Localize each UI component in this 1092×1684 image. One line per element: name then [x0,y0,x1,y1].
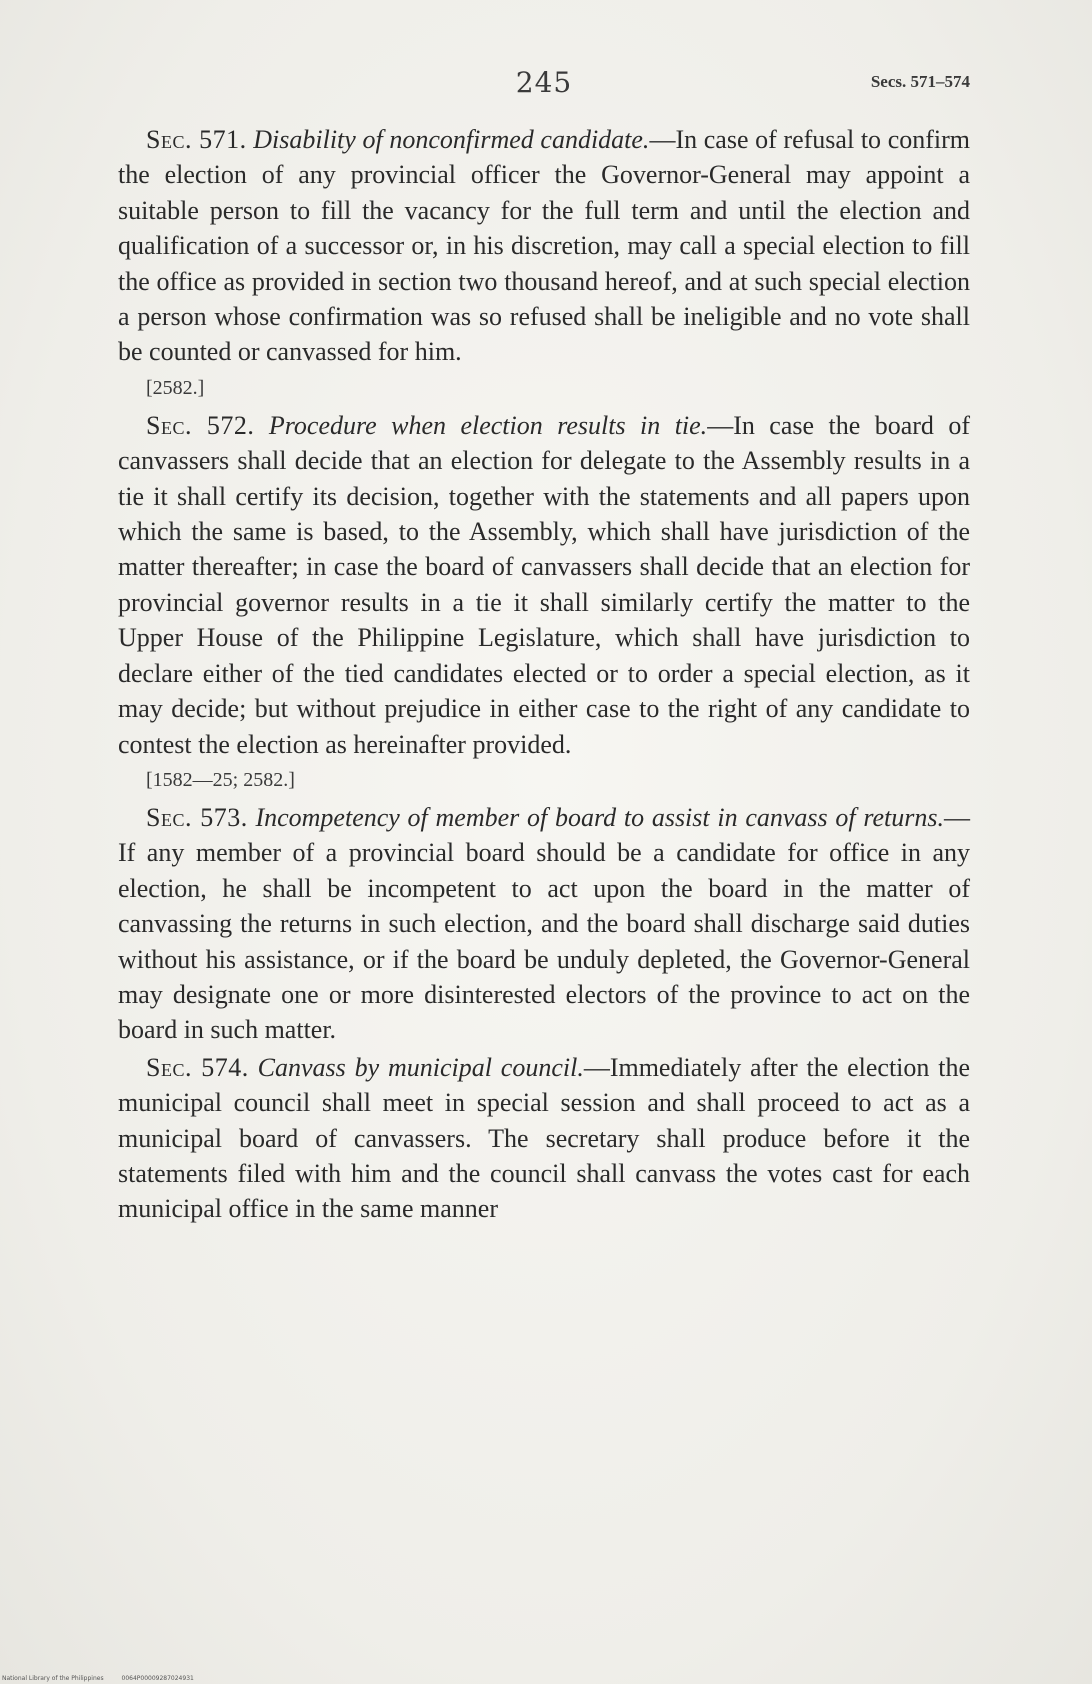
citation: [2582.] [146,376,205,399]
section-text: —In case of refusal to confirm the election of any provincial officer the Governor-General may appoint a suitable person to fill the vacancy for the full term and until the election and qualification of a successor or, in his discretion, may call a special election to fill the office as provided in section two thousand hereof, and at such special election a person whose confirmation was so refused shall be ineligible and no vote shall be counted or canvassed for him. [118,125,970,367]
section-label: Sec. 571. [146,125,247,154]
library-name: National Library of the Philippines [2,1675,104,1682]
section-title: Disability of nonconfirmed candidate. [253,125,650,154]
section-label: Sec. 573. [146,802,248,832]
section-571 [118,122,970,370]
body-text [118,122,970,1229]
section-text: —In case the board of canvassers shall decide that an election for delegate to the Assembly results in a tie it shall certify its decision, together with the statements and all papers upon which the same is based, to the Assembly, which shall have jurisdiction of the matter thereafter; in case the board of canvassers shall decide that an election for provincial governor results in a tie it shall similarly certify the matter to the Upper House of the Philippine Legislature, which shall have jurisdiction to declare either of the tied candidates elected or to order a special election, as it may decide; but without prejudice in either case to the right of any candidate to contest the election as hereinafter provided. [118,410,970,759]
scan-footer [2,1675,210,1682]
running-head [118,66,970,102]
section-574 [118,1050,970,1227]
section-title: Canvass by municipal council. [257,1052,584,1082]
section-text: —Immediately after the election the municipal council shall meet in special session and shall proceed to act as a municipal board of canvassers. The secretary shall produce before it the statements filed with him and the council shall canvass the votes cast for each municipal office in the same manner [118,1052,970,1224]
section-573 [118,800,970,1048]
section-range: Secs. 571–574 [870,72,970,91]
section-label: Sec. 572. [146,410,255,440]
section-label: Sec. 574. [146,1052,249,1082]
citation: [1582—25; 2582.] [146,768,295,791]
scan-identifier: 0064P00009287024931 [121,1675,194,1682]
page-number: 245 [515,66,573,99]
section-text: —If any member of a provincial board should be a candidate for office in any election, he shall be incompetent to act upon the board in the matter of canvassing the returns in such election, and the board shall discharge said duties without his assistance, or if the board be unduly depleted, the Governor-General may designate one or more disinterested electors of the province to act on the board in such matter. [118,802,971,1045]
section-title: Procedure when election results in tie. [268,410,708,440]
section-title: Incompetency of member of board to assist in canvass of returns. [255,802,945,832]
section-572 [118,408,970,762]
